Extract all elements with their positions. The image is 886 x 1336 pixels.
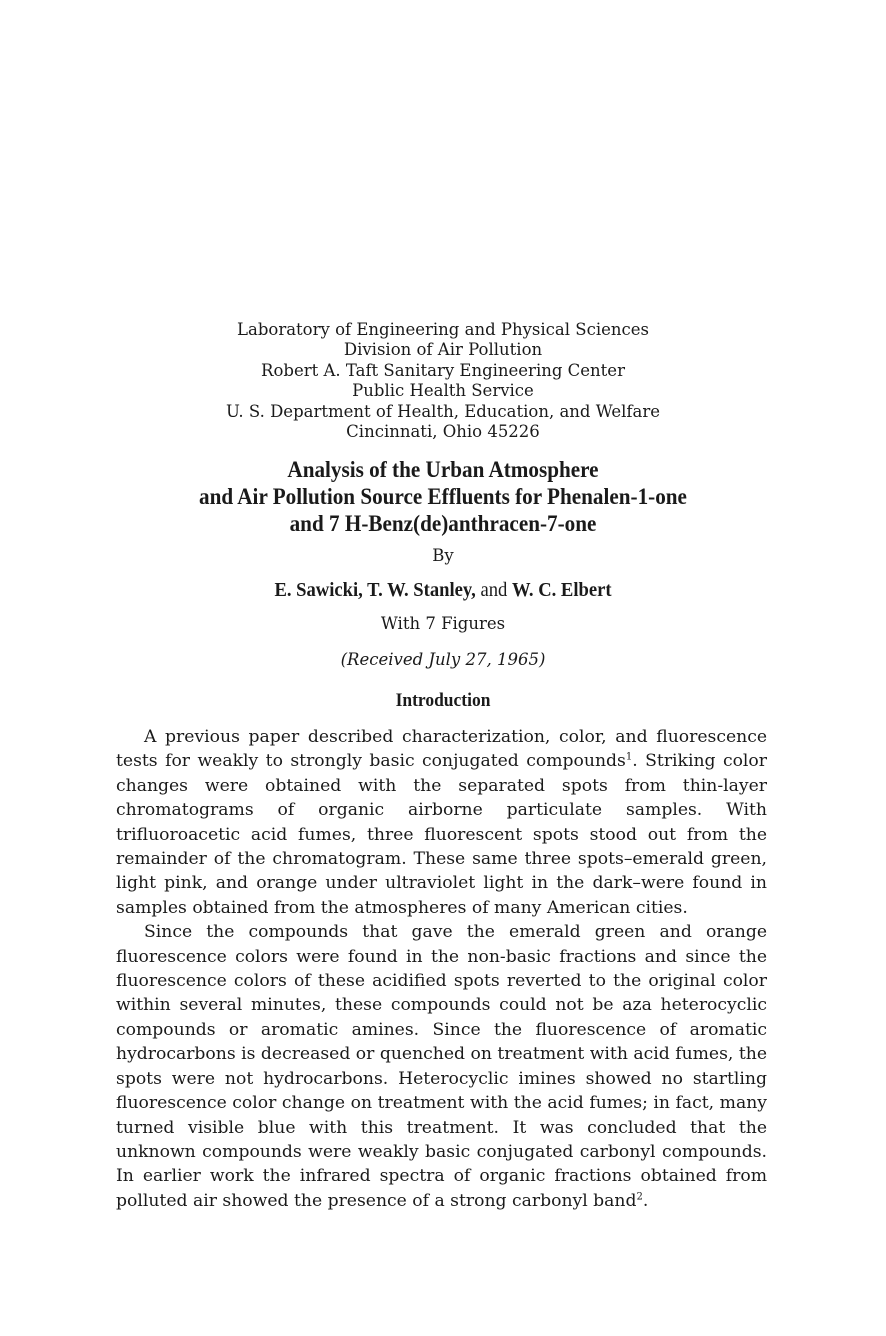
affiliation-line: Cincinnati, Ohio 45226 [346,422,540,442]
section-body [116,725,767,1213]
affiliation-line: U. S. Department of Health, Education, and Welfare [225,401,660,421]
paper-title [35,456,850,537]
title-line: and 7 H-Benz(de)anthracen-7-one [289,511,597,536]
affiliation-line: Robert A. Taft Sanitary Engineering Center [261,360,625,380]
figure-count: With 7 Figures [380,614,506,633]
paragraph-text: . Striking color changes were obtained with the separated spots from thin-layer chromatograms of organic airborne particulate samples. With trifluoroacetic acid fumes, three fluorescent spots stood out from the remainder of the chromatogram. These same three spots–emerald green, light pink, and orange under ultraviolet light in the dark–were found in samples obtained from the atmospheres of many American cities. [116,751,767,918]
paragraph [116,725,767,920]
paragraph-text: Since the compounds that gave the emerald green and orange fluorescence colors were found in the non-basic fractions and since the fluorescence colors of these acidified spots reverted to the original color within several minutes, these compounds could not be aza heterocyclic compounds or aromatic amines. Since the fluorescence of aromatic hydrocarbons is decreased or quenched on treatment with acid fumes, the spots were not hydrocarbons. Heterocyclic imines showed no startling fluorescence color change on treatment with the acid fumes; in fact, many turned visible blue with this treatment. It was concluded that the unknown compounds were weakly basic conjugated carbonyl compounds. In earlier work the infrared spectra of organic fractions obtained from polluted air showed the presence of a strong carbonyl band [116,922,768,1211]
affiliation-line: Division of Air Pollution [343,340,543,360]
title-line: and Air Pollution Source Effluents for Phenalen-1-one [199,484,687,509]
paragraph [116,920,767,1213]
paragraph-text: . [642,1190,649,1211]
received-date: (Received July 27, 1965) [340,650,546,669]
affiliation-line: Public Health Service [352,381,534,401]
affiliation-line: Laboratory of Engineering and Physical Sciences [237,320,649,339]
by-label: By [432,546,454,565]
author-conjunction: and [480,579,513,601]
section-heading: Introduction [395,690,491,711]
author-list [31,579,855,602]
affiliation-block [0,320,886,442]
reference-superscript: 1 [625,751,633,763]
paragraph-text: A previous paper described characterization, color, and fluorescence tests for weakly to strongly basic conjugated compounds [116,727,767,772]
author-names-last: W. C. Elbert [512,579,612,601]
reference-superscript: 2 [636,1190,643,1202]
author-names-first: E. Sawicki, T. W. Stanley, [274,579,476,601]
title-line: Analysis of the Urban Atmosphere [287,457,599,482]
